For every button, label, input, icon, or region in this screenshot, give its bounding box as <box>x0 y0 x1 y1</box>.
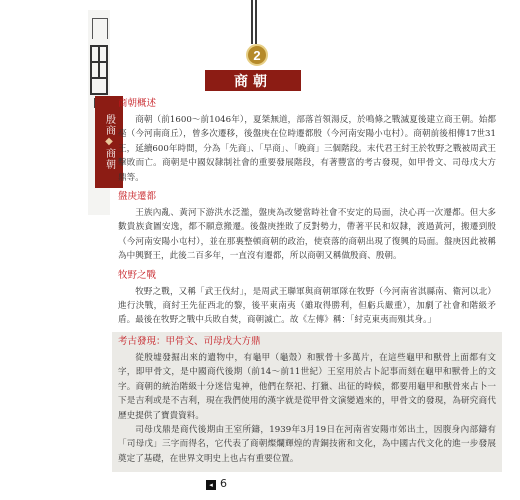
page-number: 6 <box>220 477 227 490</box>
section-heading: 考古發現：甲骨文、司母戊大方鼎 <box>118 335 261 347</box>
paragraph: 商朝（前1600～前1046年），夏桀無道，部落首領湯反，於鳴條之戰滅夏後建立商王朝。始都亳（今河南商丘），曾多次遷移，後盤庚在位時遷都殷（今河南安陽小屯村）。商朝前後相傳17世31王，延續600年時間，分為「先商」、「早商」、「晚商」三個階段。末代君王紂王於牧野之戰被周武王擊敗而亡。商朝是中國奴隸制社會的重要發展階段，有著豐富的考古發現，如甲骨文、司母戊大方鼎等。 <box>118 115 496 183</box>
side-tab-separator: ◆ <box>103 136 115 148</box>
side-tab-dynasty: 殷商 <box>103 114 115 136</box>
section-body <box>118 285 496 328</box>
paragraph: 王族內亂、黃河下游洪水泛濫，盤庚為改變當時社會不安定的局面，決心再一次遷都。但大多數貴族貪圖安逸，都不願意搬遷。後盤庚挫敗了反對勢力，帶著平民和奴隸，渡過黃河，搬遷到殷（今河南安陽小屯村），並在那裏整頓商朝的政治，使衰落的商朝出現了復興的局面。盤庚因此被稱為中興賢王，此後二百多年，一直沒有遷都，所以商朝又稱做殷商、殷朝。 <box>118 208 496 262</box>
fret-ornament <box>90 45 108 95</box>
paragraph: 從殷墟發掘出來的遺物中，有龜甲（龜殼）和獸骨十多萬片，在這些龜甲和獸骨上面都有文字，即甲骨文，是中國商代後期（前14～前11世紀）王室用於占卜記事而刻在龜甲和獸骨上的文字。商朝的統治階級十分迷信鬼神，他們在祭祀、打獵、出征的時候，都要用龜甲和獸骨來占卜一下是吉利或是不吉利，現在我們使用的漢字就是從甲骨文演變過來的，甲骨文的發現，為研究商代歷史提供了寶貴資料。 <box>118 352 496 421</box>
pattern-ornament <box>92 18 108 39</box>
section-heading: 盤庚遷都 <box>118 191 157 203</box>
section-heading: 牧野之戰 <box>118 269 157 281</box>
paragraph: 牧野之戰，又稱「武王伐紂」，是周武王聯軍與商朝軍隊在牧野（今河南省淇縣南、衛河以北）進行決戰，商紂王先征西北的黎，後平東南夷（雖取得勝利，但虧兵嚴重），加劇了社會和階級矛盾。最後在牧野之戰中兵敗自焚，商朝滅亡。故《左傳》稱：「紂克東夷而殞其身。」 <box>118 286 496 326</box>
page-arrow-icon: ◂ <box>206 480 216 490</box>
chapter-title: 商朝 <box>205 70 301 91</box>
chapter-number-badge: 2 <box>246 44 268 66</box>
main-content <box>118 96 496 476</box>
section-capital-move <box>118 189 496 264</box>
side-tab-chapter: 商朝 <box>103 148 115 170</box>
section-body <box>118 351 496 466</box>
top-rule-right <box>255 0 257 44</box>
top-rule-left <box>251 0 253 44</box>
paragraph: 司母戊鼎是商代後期由王室所鑄，1939年3月19日在河南省安陽市郊出土，因腹身內部鑄有「司母戊」三字而得名，它代表了商朝燦爛輝煌的青銅技術和文化，為中國古代文化的進一步發展奠定了基礎，在世界文明史上也占有重要位置。 <box>118 424 496 464</box>
section-heading: 商朝概述 <box>118 98 157 109</box>
section-archaeology <box>112 332 502 472</box>
section-body <box>118 113 496 185</box>
section-body <box>118 206 496 264</box>
section-battle-muye <box>118 268 496 328</box>
section-overview <box>118 96 496 185</box>
